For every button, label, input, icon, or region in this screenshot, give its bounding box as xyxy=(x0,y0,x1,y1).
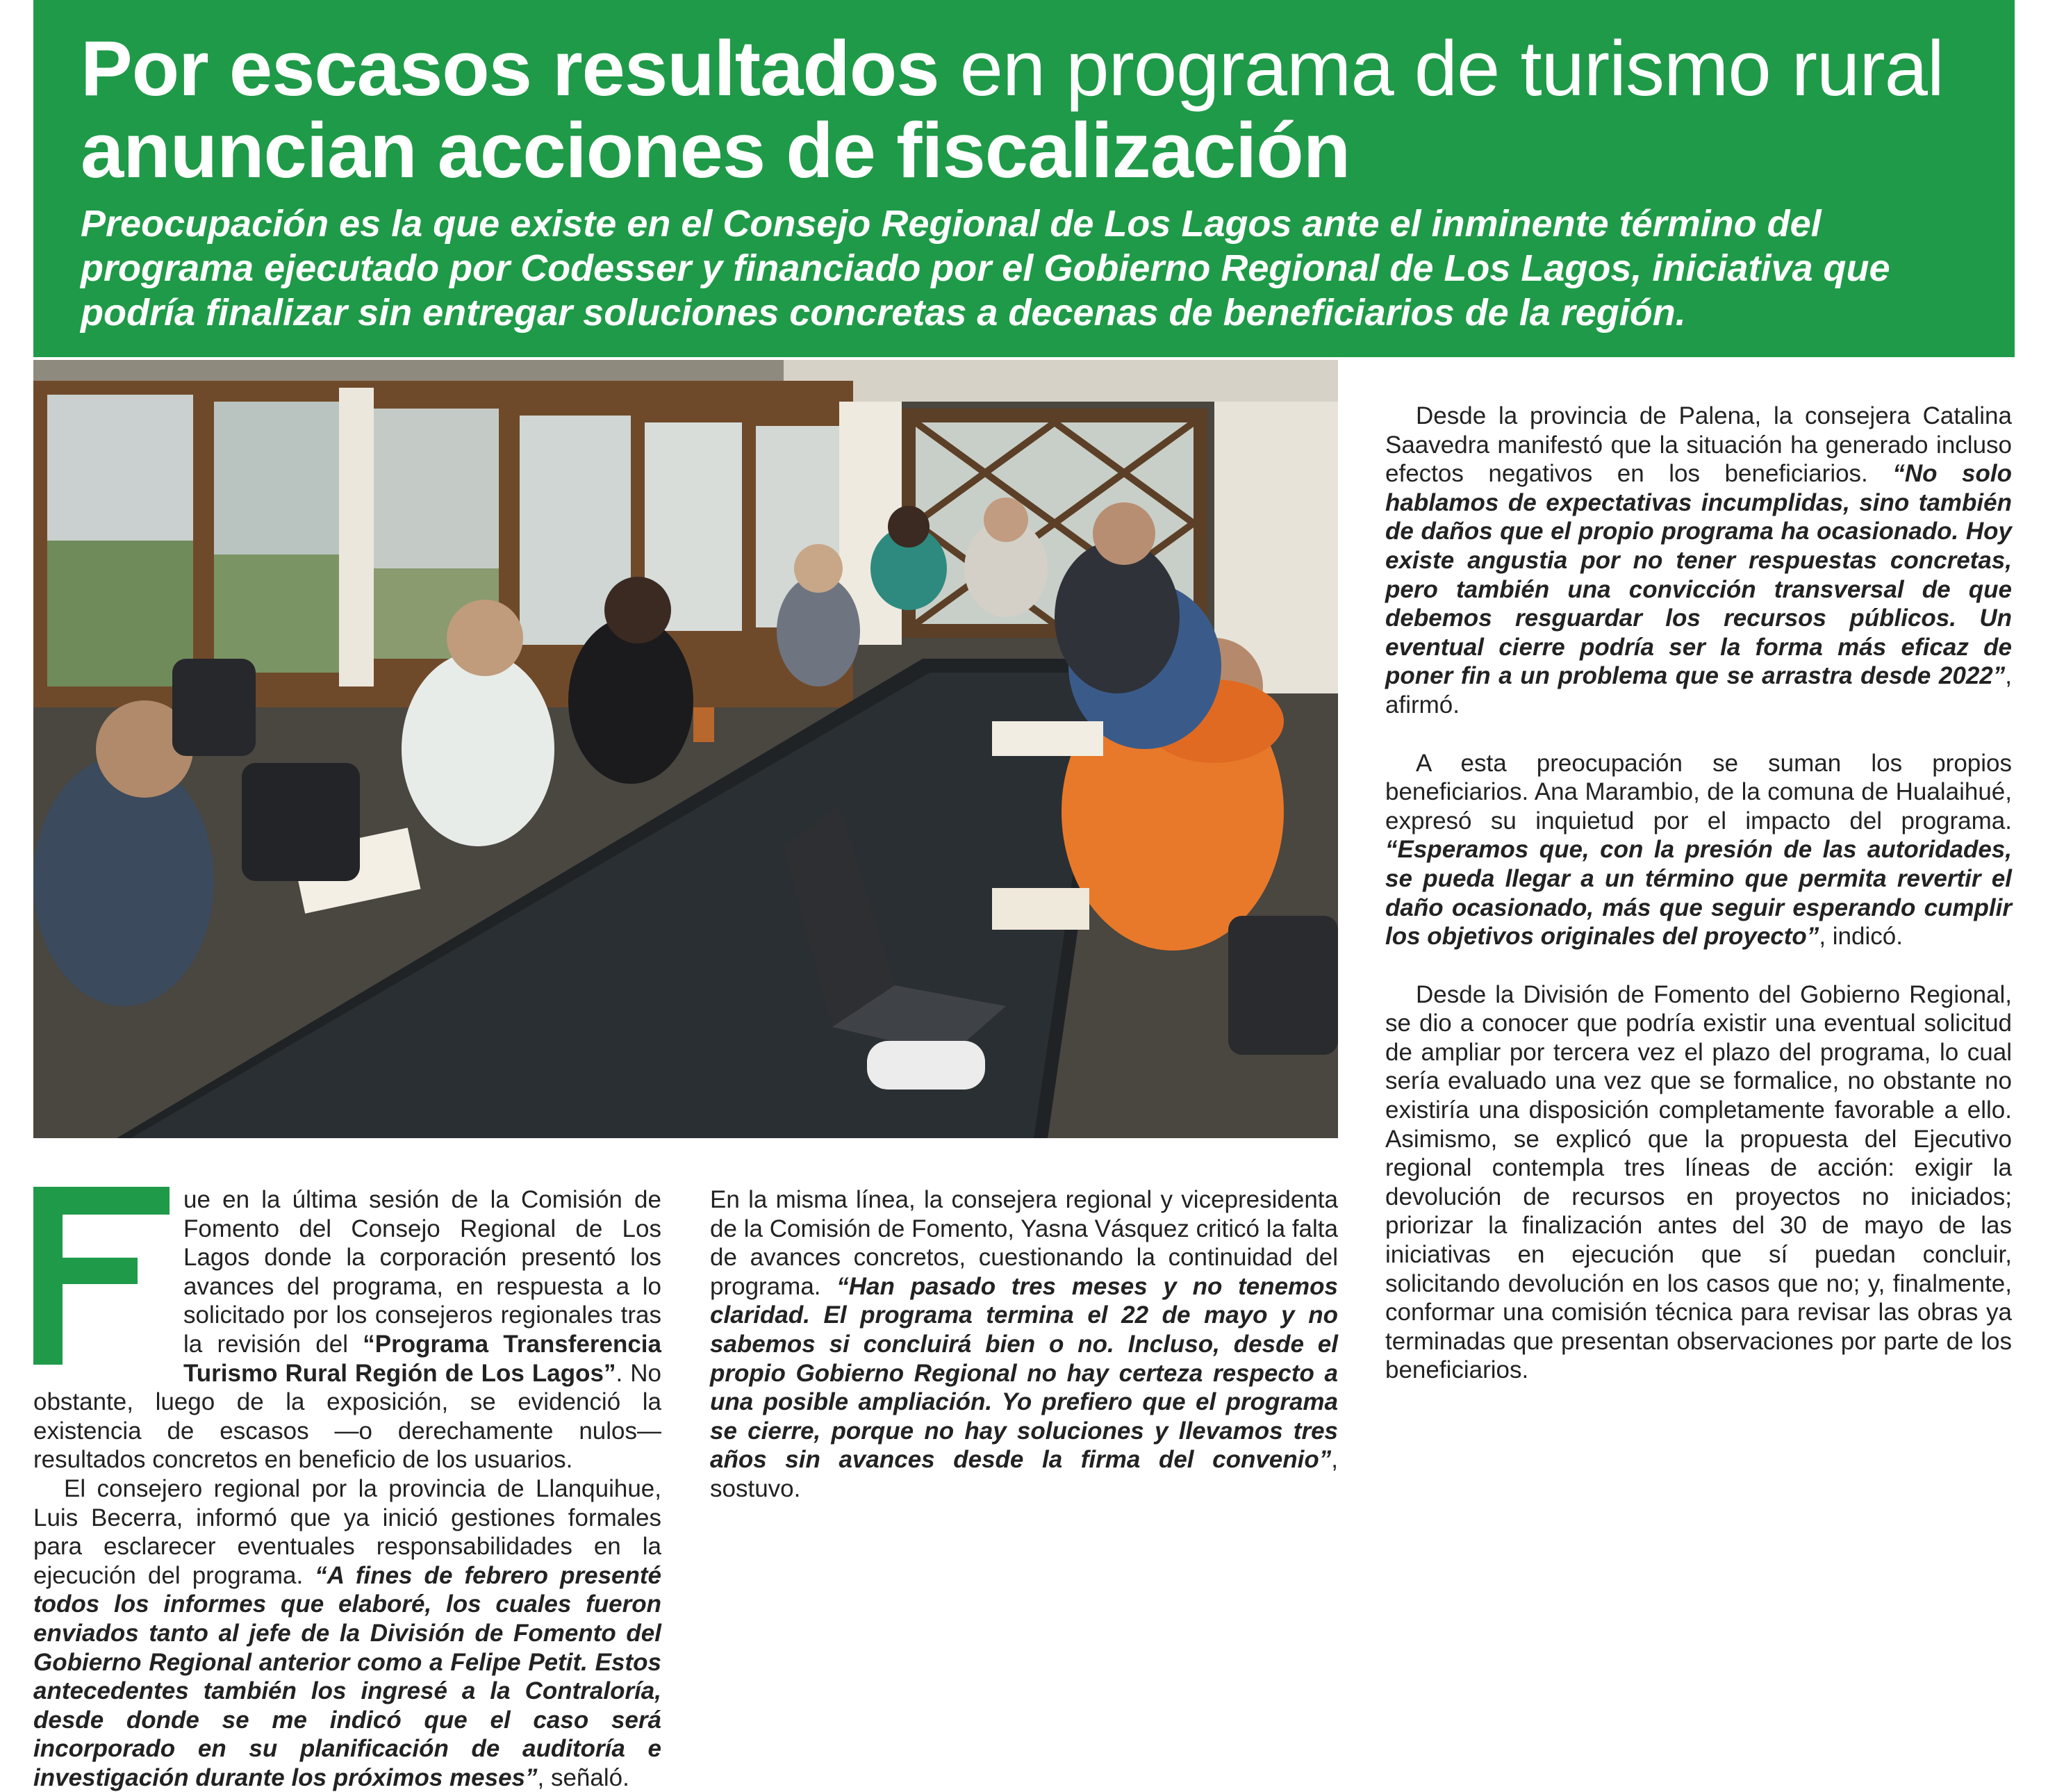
paragraph-3-continued xyxy=(710,1185,1338,1504)
paragraph-1-start: ue en la última sesión de la Comisión de Fomento del Consejo Regional de Los Lagos donde la corporación presentó los avances del programa, en respuesta a lo solicitado por los consejeros regionales tras la revisión del xyxy=(183,1186,661,1358)
paragraph-5-tail: , indicó. xyxy=(1819,923,1903,951)
quote-becerra: “A fines de febrero presenté todos los informes que elaboré, los cuales fueron enviados tanto al jefe de la División de Fomento del Gobierno Regional anterior como a Felipe Petit. Estos antecedentes también los ingresé a la Contraloría, desde donde se me indicó que el caso será incorporado en su planificación de auditoría e investigación durante los próximos meses” xyxy=(33,1561,662,1791)
paragraph-2-tail: , señaló. xyxy=(537,1764,629,1791)
article-column-2 xyxy=(710,1185,1338,1504)
drop-cap-letter xyxy=(33,1187,170,1365)
quote-vasquez-continued: “Han pasado tres meses y no tenemos claridad. El programa termina el 22 de mayo y no sabemos si concluirá bien o no. Incluso, desde el propio Gobierno Regional no hay certeza respecto a una posible ampliación. Yo prefiero que el programa se cierre, porque no hay soluciones y llevamos tres años sin avances desde la firma del convenio” xyxy=(710,1272,1338,1474)
headline xyxy=(81,25,1973,194)
headline-banner xyxy=(33,0,2015,357)
quote-marambio: “Esperamos que, con la presión de las autoridades, se pueda llegar a un término que permita revertir el daño ocasionado, más que seguir esperando cumplir los objetivos originales del proyecto” xyxy=(1385,836,2012,951)
paragraph-2-text: El consejero regional por la provincia de Llanquihue, Luis Becerra, informó que ya inició gestiones formales para esclarecer eventuales responsabilidades en la ejecución del programa. xyxy=(33,1474,661,1589)
paragraph-4-text: Desde la provincia de Palena, la consejera Catalina Saavedra manifestó que la situación ha generado incluso efectos negativos en los beneficiarios. xyxy=(1385,402,2012,488)
paragraph-6: Desde la División de Fomento del Gobierno Regional, se dio a conocer que podría existir una eventual solicitud de ampliar por tercera vez el plazo del programa, lo cual sería evaluado una vez que se formalice, no obstante no existiría una disposición completamente favorable a ello. Asimismo, se explicó que la propuesta del Ejecutivo regional contempla tres líneas de acción: exigir la devolución de recursos en proyectos no iniciados; priorizar la finalización antes del 30 de mayo de las iniciativas en ejecución que sí puedan concluir, solicitando devolución en los casos que no; y, finalmente, conformar una comisión técnica para revisar las obras ya terminadas que presentan observaciones por parte de los beneficiarios. xyxy=(1385,980,2012,1384)
paragraph-1-end: . No obstante, luego de la exposición, se evidenció la existencia de escasos —o derechamente nulos— resultados concretos en beneficio de los usuarios. xyxy=(33,1359,661,1474)
headline-bold-1: Por escasos resultados xyxy=(81,25,939,112)
paragraph-4-tail: , afirmó. xyxy=(1385,662,2012,718)
article-column-1 xyxy=(33,1185,661,1792)
paragraph-5-text: A esta preocupación se suman los propios beneficiarios. Ana Marambio, de la comuna de Hualaihué, expresó su inquietud por el impacto del programa. xyxy=(1385,749,2012,835)
headline-regular: en programa de turismo rural xyxy=(939,25,1944,112)
paragraph-2 xyxy=(33,1474,661,1792)
paragraph-4 xyxy=(1385,402,2012,720)
deck-subtitle: Preocupación es la que existe en el Consejo Regional de Los Lagos ante el inminente término del programa ejecutado por Codesser y financiado por el Gobierno Regional de Los Lagos, iniciativa que podría finalizar sin entregar soluciones concretas a decenas de beneficiarios de la región. xyxy=(81,203,1890,334)
meeting-photo-icon xyxy=(33,360,1338,1138)
article-column-3 xyxy=(1385,402,2012,1385)
paragraph-5 xyxy=(1385,749,2012,951)
quote-saavedra: “No solo hablamos de expectativas incumplidas, sino también de daños que el propio programa ha ocasionado. Hoy existe angustia por no tener respuestas concretas, pero también una convicción transversal de que debemos resguardar los recursos públicos. Un eventual cierre podría ser la forma más eficaz de poner fin a un problema que se arrastra desde 2022” xyxy=(1385,460,2013,690)
program-name: “Programa Transferencia Turismo Rural Región de Los Lagos” xyxy=(183,1330,661,1387)
paragraph-3-tail-continued: , sostuvo. xyxy=(710,1446,1338,1502)
paragraph-3-text-continued: En la misma línea, la consejera regional y vicepresidenta de la Comisión de Fomento, Yasna Vásquez criticó la falta de avances concretos, cuestionando la continuidad del programa. xyxy=(710,1186,1338,1300)
headline-bold-2: anuncian acciones de fiscalización xyxy=(81,107,1351,194)
